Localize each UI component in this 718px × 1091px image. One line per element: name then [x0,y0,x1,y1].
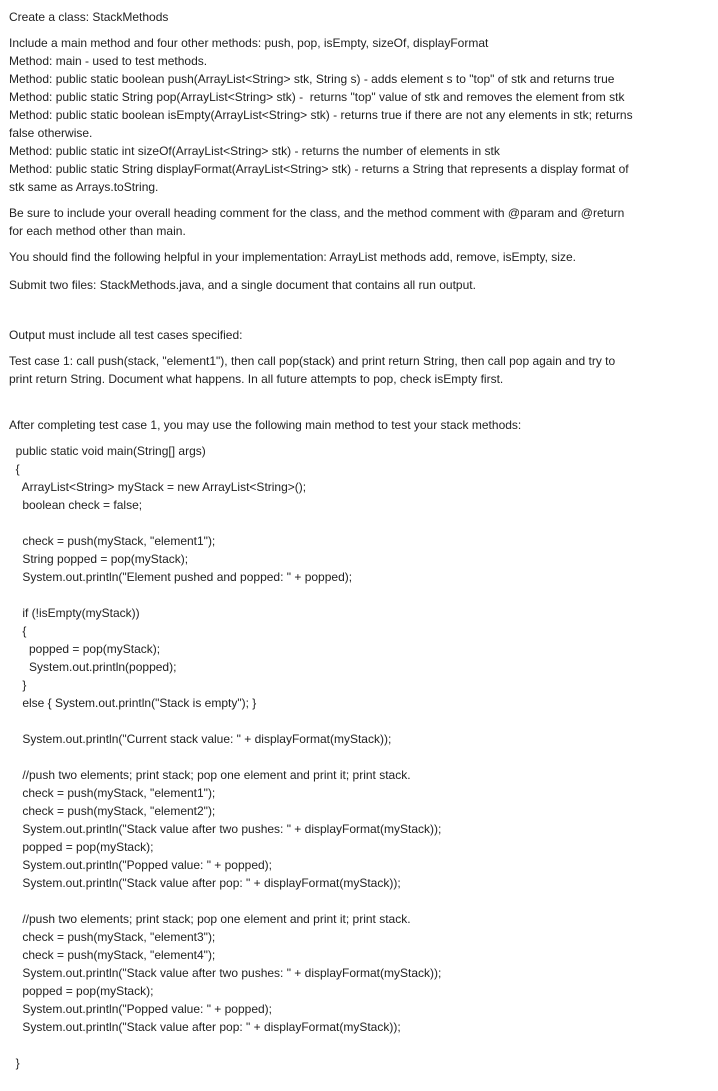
after-note: After completing test case 1, you may use the following main method to test your stack methods: [9,418,522,432]
spec-line: stk same as Arrays.toString. [9,180,159,194]
code-line: System.out.println("Popped value: " + popped); [9,858,273,872]
helpful-note: You should find the following helpful in your implementation: ArrayList methods add, remove, isEmpty, size. [9,250,576,264]
code-line: System.out.println("Element pushed and popped: " + popped); [9,570,353,584]
code-line: } [9,1056,20,1070]
code-line [9,748,718,766]
spec-line: false otherwise. [9,126,93,140]
code-line: ArrayList<String> myStack = new ArrayList<String>(); [9,480,307,494]
page-title: Create a class: StackMethods [9,10,169,24]
heading-note [9,204,718,240]
test-case-line: print return String. Document what happens. In all future attempts to pop, check isEmpty first. [9,372,504,386]
code-line [9,712,718,730]
code-line: boolean check = false; [9,498,143,512]
code-line: popped = pop(myStack); [9,642,161,656]
spec-paragraph [9,34,718,196]
code-line: System.out.println("Current stack value: " + displayFormat(myStack)); [9,732,392,746]
code-line: check = push(myStack, "element1"); [9,534,216,548]
code-line: System.out.println("Stack value after pop: " + displayFormat(myStack)); [9,876,401,890]
code-line: { [9,462,20,476]
code-line: System.out.println(popped); [9,660,177,674]
spec-line: Include a main method and four other methods: push, pop, isEmpty, sizeOf, displayFormat [9,36,489,50]
code-line: System.out.println("Stack value after two pushes: " + displayFormat(myStack)); [9,822,442,836]
output-note: Output must include all test cases specified: [9,328,243,342]
code-line: check = push(myStack, "element4"); [9,948,216,962]
code-line: else { System.out.println("Stack is empty"); } [9,696,257,710]
code-line: //push two elements; print stack; pop one element and print it; print stack. [9,768,411,782]
code-line: String popped = pop(myStack); [9,552,189,566]
code-line: check = push(myStack, "element1"); [9,786,216,800]
spec-line: Method: public static boolean isEmpty(ArrayList<String> stk) - returns true if there are not any elements in stk; returns [9,108,633,122]
code-line: popped = pop(myStack); [9,840,154,854]
code-line: popped = pop(myStack); [9,984,154,998]
spec-line: Method: public static String pop(ArrayList<String> stk) - returns "top" value of stk and removes the element from stk [9,90,625,104]
code-line: public static void main(String[] args) [9,444,206,458]
heading-note-line: Be sure to include your overall heading comment for the class, and the method comment with @param and @return [9,206,625,220]
code-line: { [9,624,27,638]
code-block [9,442,718,1072]
test-case-paragraph [9,352,718,388]
code-line [9,514,718,532]
test-case-line: Test case 1: call push(stack, "element1"), then call pop(stack) and print return String, then call pop again and try to [9,354,616,368]
code-line: System.out.println("Stack value after pop: " + displayFormat(myStack)); [9,1020,401,1034]
spec-line: Method: public static boolean push(ArrayList<String> stk, String s) - adds element s to "top" of stk and returns true [9,72,615,86]
heading-note-line: for each method other than main. [9,224,186,238]
code-line: if (!isEmpty(myStack)) [9,606,140,620]
code-line: check = push(myStack, "element3"); [9,930,216,944]
spec-line: Method: public static int sizeOf(ArrayList<String> stk) - returns the number of elements in stk [9,144,500,158]
spec-line: Method: public static String displayFormat(ArrayList<String> stk) - returns a String that represents a display format of [9,162,629,176]
code-line: } [9,678,27,692]
code-line [9,1036,718,1054]
code-line: check = push(myStack, "element2"); [9,804,216,818]
code-line: System.out.println("Stack value after two pushes: " + displayFormat(myStack)); [9,966,442,980]
code-line [9,892,718,910]
code-line [9,586,718,604]
code-line: System.out.println("Popped value: " + popped); [9,1002,273,1016]
spec-line: Method: main - used to test methods. [9,54,208,68]
submit-note: Submit two files: StackMethods.java, and a single document that contains all run output. [9,278,476,292]
code-line: //push two elements; print stack; pop one element and print it; print stack. [9,912,411,926]
